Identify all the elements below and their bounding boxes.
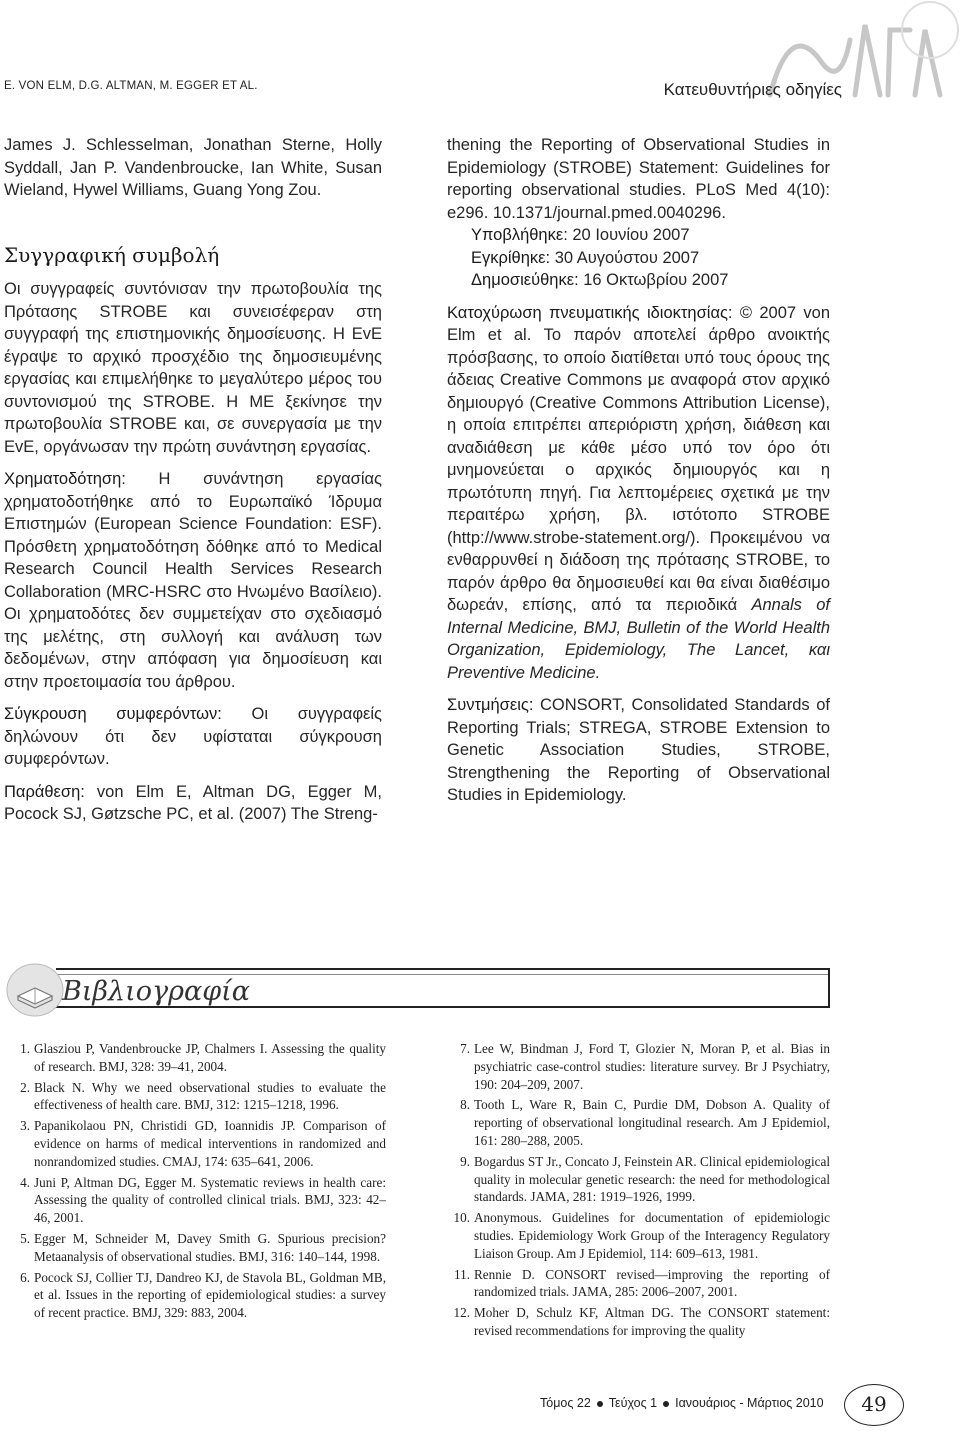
published-value: 16 Οκτωβρίου 2007 [578, 271, 729, 289]
footer-period: Ιανουάριος - Μάρτιος 2010 [675, 1396, 824, 1410]
book-icon [4, 960, 66, 1018]
reference-item [446, 1040, 830, 1093]
submitted-label: Υποβλήθηκε: [471, 226, 568, 244]
right-column [447, 134, 830, 807]
funding-paragraph [4, 468, 382, 693]
citation-text: von Elm E, Altman DG, Egger M, Pocock SJ, Gøtzsche PC, et al. (2007) The Streng- [4, 782, 382, 823]
reference-number: 2. [20, 1079, 30, 1095]
journal-logo-watermark [760, 0, 960, 120]
bullet-icon [663, 1401, 669, 1407]
published-label: Δημοσιεύθηκε: [471, 271, 579, 289]
reference-number: 10. [453, 1210, 470, 1226]
reference-text: Juni P, Altman DG, Egger M. Systematic reviews in health care: Assessing the quality of controlled clinical trials. BMJ, 323: 42–46, 2001. [34, 1174, 386, 1226]
conflict-text: Οι συγγραφείς δηλώνουν ότι δεν υφίσταται σύγκρουση συμφερόντων. [4, 705, 382, 768]
reference-number: 9. [460, 1153, 470, 1169]
copyright-label: Κατοχύρωση πνευματικής ιδιοκτησίας: [447, 303, 733, 322]
reference-number: 5. [20, 1230, 30, 1246]
copyright-paragraph [447, 302, 830, 685]
citation-label: Παράθεση: [4, 782, 85, 801]
reference-item [446, 1304, 830, 1340]
conflict-label: Σύγκρουση συμφερόντων: [4, 705, 222, 723]
contribution-paragraph: Οι συγγραφείς συντόνισαν την πρωτοβουλία της Πρότασης STROBE και συνεισέφεραν στη συγγραφή της επιστημονικής δημοσίευσης. Η EvE έγραψε το αρχικό προσχέδιο της δημοσιευμένης εργασίας και επιμελήθηκε το μεγαλύτερο μέρος του συντονισμού της STROBE. Η ME ξεκίνησε την πρωτοβουλία STROBE και, σε συνεργασία με την EvE, οργάνωσαν την πρώτη συνάντηση εργασίας. [4, 280, 382, 456]
reference-item [6, 1117, 386, 1170]
reference-item [446, 1153, 830, 1206]
reference-item [6, 1040, 386, 1076]
reference-item [6, 1269, 386, 1322]
reference-number: 1. [20, 1041, 30, 1056]
reference-text: Egger M, Schneider M, Davey Smith G. Spurious precision? Metaanalysis of observational studies. BMJ, 316: 140–144, 1998. [34, 1230, 386, 1264]
reference-number: 3. [20, 1118, 30, 1134]
funding-text: Η συνάντηση εργασίας χρηματοδοτήθηκε από το Ευρωπαϊκό Ίδρυμα Επιστημών (European Science Foundation: ESF). Πρόσθετη χρηματοδότηση δόθηκε από το Medical Research Council Health Services Research Collaboration (MRC-HSRC στο Ηνωμένο Βασίλειο). Οι χρηματοδότες δεν συμμετείχαν στο σχεδιασμό της μελέτης, στη συλλογή και ανάλυση των δεδομένων, στην απόφαση για δημοσίευση και στην προετοιμασία του άρθρου. [4, 470, 382, 691]
page-number: 49 [844, 1384, 904, 1426]
left-column [4, 134, 382, 826]
accepted-line [471, 247, 830, 270]
citation-continuation: thening the Reporting of Observational Studies in Epidemiology (STROBE) Statement: Guidelines for reporting observational studies. PLoS Med 4(10): e296. 10.1371/journal.pmed.0040296. [447, 136, 830, 222]
reference-text: Papanikolaou PN, Christidi GD, Ioannidis JP. Comparison of evidence on harms of medical interventions in randomized and nonrandomized studies. CMAJ, 174: 635–641, 2006. [34, 1118, 386, 1169]
citation-paragraph [4, 781, 382, 826]
reference-item [6, 1079, 386, 1115]
footer-issue-info [540, 1396, 824, 1410]
reference-text: Bogardus ST Jr., Concato J, Feinstein AR. Clinical epidemiological quality in molecular genetic research: the need for methodological standards. JAMA, 281: 1919–1926, 1999. [474, 1153, 830, 1205]
abbreviations-label: Συντμήσεις: [447, 696, 534, 714]
reference-number: 4. [20, 1174, 30, 1190]
abbreviations-text: CONSORT, Consolidated Standards of Reporting Trials; STREGA, STROBE Extension to Genetic Association Studies, STROBE, Strengthening the Reporting of Observational Studies in Epidemiology. [447, 696, 830, 804]
bibliography-banner [0, 960, 960, 1030]
reference-number: 8. [460, 1097, 470, 1113]
reference-text: Pocock SJ, Collier TJ, Dandreo KJ, de Stavola BL, Goldman MB, et al. Issues in the reporting of epidemiological studies: a survey of recent practice. BMJ, 329: 883, 2004. [34, 1269, 386, 1321]
footer-issue: Τεύχος 1 [608, 1396, 658, 1410]
bullet-icon [597, 1401, 603, 1407]
submitted-value: 20 Ιουνίου 2007 [567, 226, 690, 244]
funding-label: Χρηματοδότηση: [4, 470, 126, 488]
reference-item [6, 1230, 386, 1266]
reference-item [446, 1209, 830, 1262]
journals-list: Annals of Internal Medicine, BMJ, Bulletin of the World Health Organization, Epidemiology, The Lancet, και Preventive Medicine. [447, 596, 831, 682]
reference-item [6, 1174, 386, 1227]
reference-text: Tooth L, Ware R, Bain C, Purdie DM, Dobson A. Quality of reporting of observational longitudinal research. Am J Epidemiol, 161: 280–288, 2005. [474, 1097, 830, 1148]
references-left [6, 1040, 386, 1325]
copyright-text: © 2007 von Elm et al. Το παρόν αποτελεί άρθρο ανοικτής πρόσβασης, το οποίο διατίθεται υπό τους όρους της άδειας Creative Commons με αναφορά στον αρχικό δημιουργό (Creative Commons Attribution License), η οποία επιτρέπει απεριόριστη χρήση, διάθεση και αναδιάθεση με κάθε μέσο υπό τον όρο ότι μνημονεύεται ο αρχικός δημιουργός και η πρωτότυπη πηγή. Για λεπτομέρειες σχετικά με την περαιτέρω χρήση, βλ. ιστότοπο STROBE (http://www.strobe-statement.org/). Προκειμένου να ενθαρρυνθεί η διάδοση της πρότασης STROBE, το παρόν άρθρο θα δημοσιευθεί και θα είναι διαθέσιμο δωρεάν, επίσης, από τα περιοδικά [447, 303, 830, 614]
abbreviations-paragraph [447, 694, 830, 807]
reference-text: Anonymous. Guidelines for documentation of epidemiologic studies. Epidemiology Work Group of the Interagency Regulatory Liaison Group. Am J Epidemiol, 114: 609–613, 1981. [474, 1210, 830, 1261]
reference-number: 12. [453, 1305, 470, 1321]
contribution-heading: Συγγραφική συμβολή [4, 242, 220, 267]
section-title: Κατευθυντήριες οδηγίες [663, 80, 842, 99]
acknowledgements-tail: James J. Schlesselman, Jonathan Sterne, Holly Syddall, Jan P. Vandenbroucke, Ian White, Susan Wieland, Hywel Williams, Guang Yong Zou. [4, 136, 382, 199]
reference-text: Moher D, Schulz KF, Altman DG. The CONSORT statement: revised recommendations for improving the quality [474, 1305, 830, 1338]
published-line [471, 269, 830, 292]
accepted-label: Εγκρίθηκε: [471, 248, 551, 267]
conflict-paragraph [4, 703, 382, 771]
submitted-line [471, 224, 830, 247]
reference-text: Lee W, Bindman J, Ford T, Glozier N, Moran P, et al. Bias in psychiatric case-control studies: literature survey. Br J Psychiatry, 190: 204–209, 2007. [474, 1041, 830, 1092]
bibliography-title: Βιβλιογραφία [62, 976, 250, 1007]
reference-text: Black N. Why we need observational studies to evaluate the effectiveness of health care. BMJ, 312: 1215–1218, 1996. [34, 1079, 386, 1113]
reference-text: Glasziou P, Vandenbroucke JP, Chalmers I. Assessing the quality of research. BMJ, 328: 39–41, 2004. [34, 1041, 386, 1074]
references-right [446, 1040, 830, 1343]
reference-number: 6. [20, 1269, 30, 1285]
reference-text: Rennie D. CONSORT revised—improving the reporting of randomized trials. JAMA, 285: 2006–2007, 2001. [474, 1266, 830, 1300]
reference-item [446, 1266, 830, 1302]
accepted-value: 30 Αυγούστου 2007 [550, 248, 700, 267]
reference-number: 7. [460, 1041, 470, 1056]
reference-item [446, 1096, 830, 1149]
running-header-authors: E. VON ELM, D.G. ALTMAN, M. EGGER ET AL. [4, 80, 258, 92]
reference-number: 11. [454, 1266, 470, 1282]
footer-volume: Τόμος 22 [540, 1396, 591, 1410]
